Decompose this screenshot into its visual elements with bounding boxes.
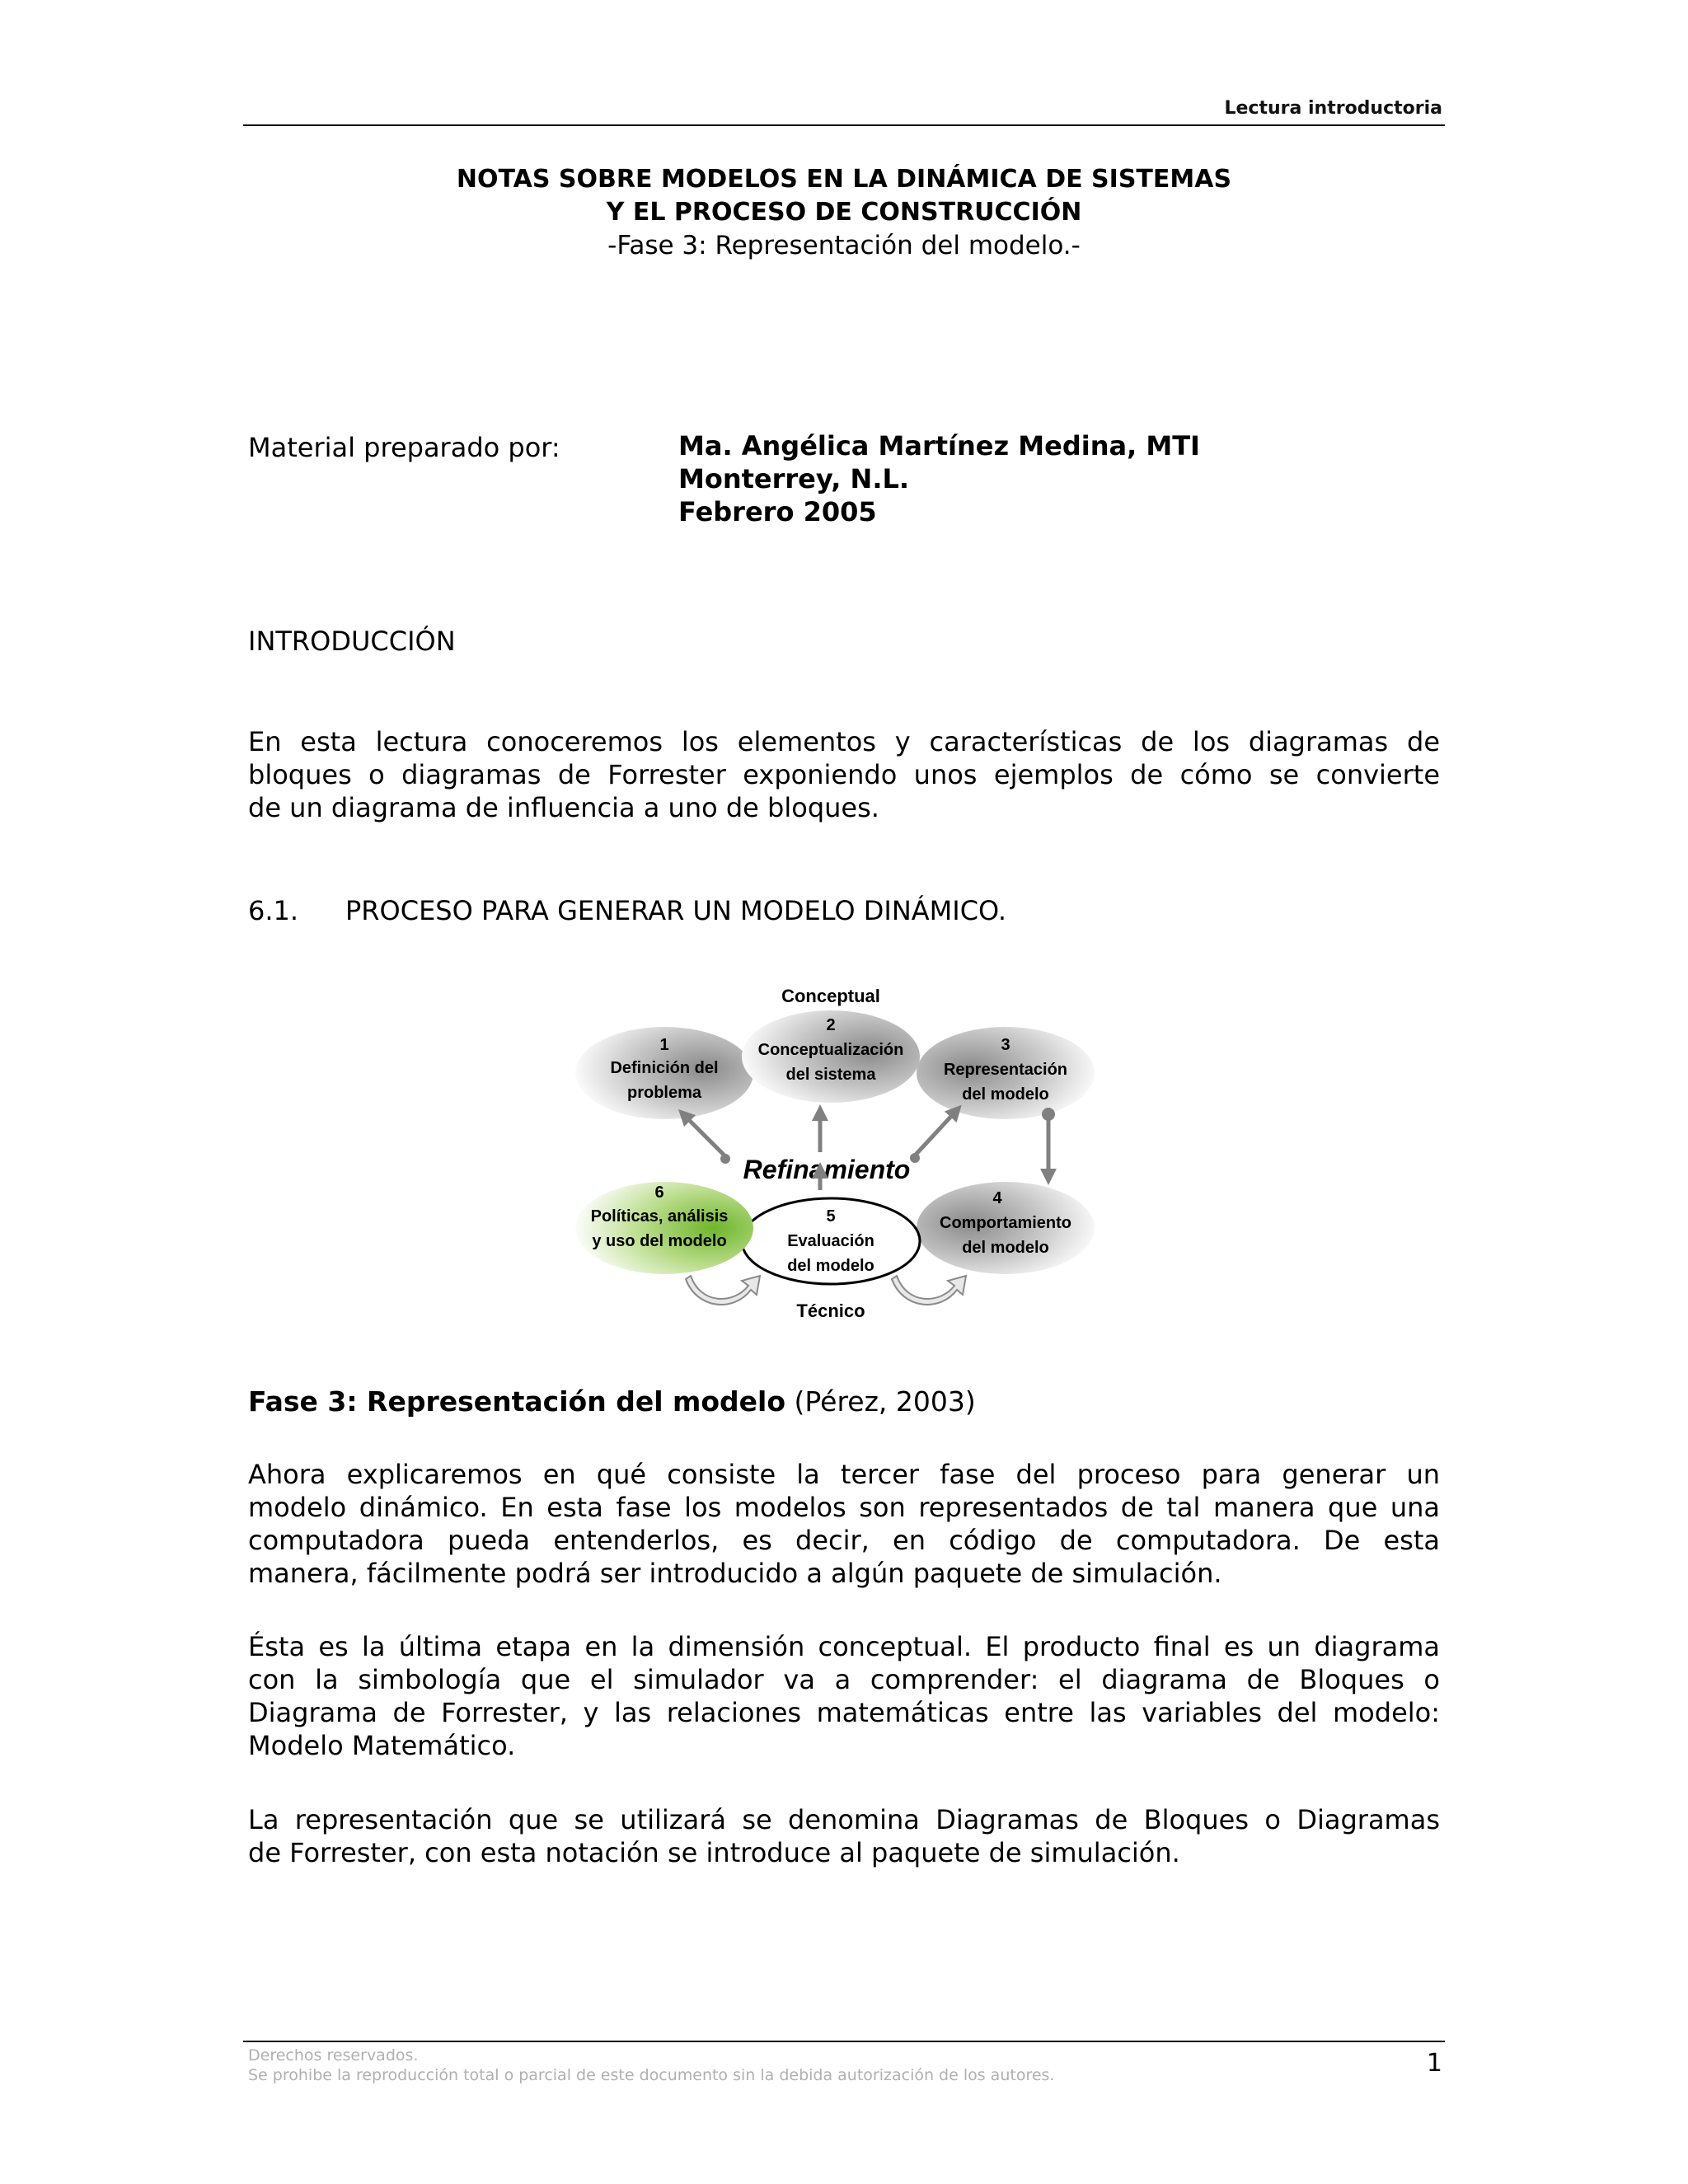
stage-4-line-1: Comportamiento — [940, 1214, 1071, 1232]
fase-p2-line-4: Modelo Matemático. — [248, 1730, 516, 1761]
footer-divider — [243, 2041, 1445, 2042]
intro-line-1: En esta lectura conoceremos los elementos y características de los diagramas de — [248, 726, 1440, 757]
stage-5-number: 5 — [826, 1207, 836, 1226]
author-date: Febrero 2005 — [678, 496, 877, 527]
document-subtitle: -Fase 3: Representación del modelo.- — [607, 231, 1081, 260]
fase-p2-line-2: con la simbología que el simulador va a comprender: el diagrama de Bloques o — [248, 1664, 1440, 1695]
stage-2-number: 2 — [826, 1016, 836, 1034]
stage-3-line-1: Representación — [943, 1061, 1068, 1079]
document-title-line-1: NOTAS SOBRE MODELOS EN LA DINÁMICA DE SISTEMAS — [456, 165, 1232, 194]
fase-p2-line-1: Ésta es la última etapa en la dimensión conceptual. El producto final es un diagrama — [248, 1631, 1440, 1662]
stage-5-line-2: del modelo — [787, 1257, 874, 1275]
stage-3-number: 3 — [1001, 1036, 1010, 1054]
diagram-label-tecnico: Técnico — [796, 1301, 865, 1321]
section-number: 6.1. — [248, 895, 299, 926]
intro-line-2: bloques o diagramas de Forrester exponiendo unos ejemplos de cómo se convierte — [248, 759, 1440, 790]
stage-6-line-1: Políticas, análisis — [590, 1207, 729, 1226]
stage-6-line-2: y uso del modelo — [592, 1232, 727, 1250]
stage-1-line-1: Definición del — [610, 1059, 719, 1077]
stage-1-number: 1 — [659, 1036, 669, 1054]
stage-3-line-2: del modelo — [962, 1085, 1049, 1104]
running-header: Lectura introductoria — [1224, 98, 1442, 119]
fase-p1-line-4: manera, fácilmente podrá ser introducido a algún paquete de simulación. — [248, 1558, 1222, 1589]
fase-p1-line-3: computadora pueda entenderlos, es decir, en código de computadora. De esta — [248, 1525, 1440, 1556]
page-number: 1 — [1426, 2049, 1442, 2078]
stage-4-line-2: del modelo — [962, 1239, 1049, 1257]
fase-heading — [248, 1385, 976, 1418]
stage-6-number: 6 — [654, 1183, 664, 1202]
header-divider — [243, 124, 1445, 126]
author-place: Monterrey, N.L. — [678, 463, 910, 494]
diagram-label-conceptual: Conceptual — [781, 986, 880, 1006]
refinement-label: Refinamiento — [743, 1155, 911, 1184]
stage-ellipse-6 — [575, 1182, 753, 1274]
stage-4-number: 4 — [992, 1189, 1002, 1207]
fase-heading-title: Fase 3: Representación del modelo — [248, 1385, 786, 1418]
fase-heading-reference: (Pérez, 2003) — [785, 1385, 976, 1418]
document-title-line-2: Y EL PROCESO DE CONSTRUCCIÓN — [606, 198, 1082, 227]
author-label: Material preparado por: — [248, 432, 560, 463]
stage-1-line-2: problema — [626, 1084, 702, 1102]
fase-p3-line-1: La representación que se utilizará se denomina Diagramas de Bloques o Diagramas — [248, 1804, 1440, 1835]
fase-p3-line-2: de Forrester, con esta notación se introduce al paquete de simulación. — [248, 1837, 1180, 1868]
author-name: Ma. Angélica Martínez Medina, MTI — [678, 430, 1200, 462]
fase-p2-line-3: Diagrama de Forrester, y las relaciones matemáticas entre las variables del modelo: — [248, 1697, 1440, 1728]
stage-2-line-1: Conceptualización — [757, 1041, 904, 1059]
footer-rights: Derechos reservados. — [248, 2046, 419, 2064]
fase-p1-line-2: modelo dinámico. En esta fase los modelos son representados de tal manera que una — [248, 1492, 1440, 1523]
intro-line-3: de un diagrama de influencia a uno de bloques. — [248, 792, 879, 823]
process-diagram — [569, 979, 1096, 1325]
fase-p1-line-1: Ahora explicaremos en qué consiste la tercer fase del proceso para generar un — [248, 1459, 1440, 1490]
intro-heading: INTRODUCCIÓN — [248, 626, 456, 657]
section-title: PROCESO PARA GENERAR UN MODELO DINÁMICO. — [345, 895, 1007, 926]
stage-2-line-2: del sistema — [785, 1066, 876, 1084]
stage-5-line-1: Evaluación — [787, 1232, 874, 1250]
footer-notice: Se prohibe la reproducción total o parcial de este documento sin la debida autorización de los autores. — [248, 2066, 1055, 2084]
